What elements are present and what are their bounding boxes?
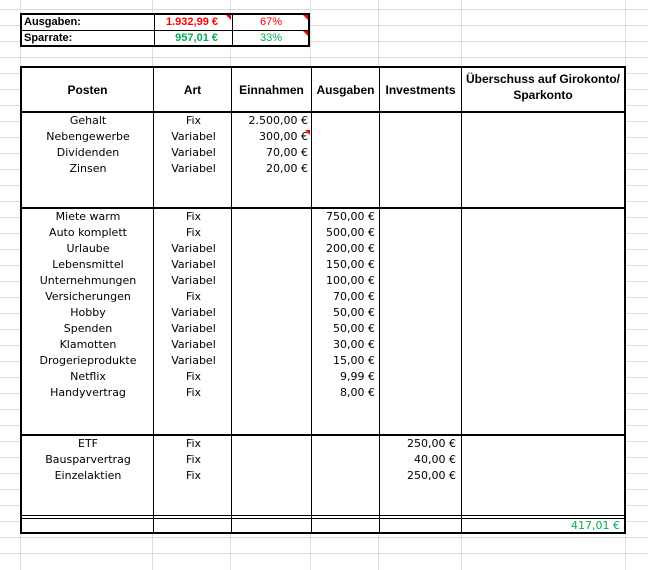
row-posten[interactable]: Klamotten	[59, 338, 117, 351]
comment-indicator-icon[interactable]	[226, 15, 231, 20]
sparrate-amount: 957,01 €	[175, 32, 218, 44]
row-art[interactable]: Fix	[185, 210, 202, 223]
row-betrag[interactable]: 15,00 €	[333, 354, 375, 367]
row-art[interactable]: Variabel	[171, 354, 216, 367]
row-betrag[interactable]: 750,00 €	[326, 210, 375, 223]
row-posten[interactable]: Urlaube	[66, 242, 110, 255]
header-ausgaben[interactable]: Ausgaben	[316, 83, 375, 97]
row-art[interactable]: Fix	[185, 370, 202, 383]
row-posten[interactable]: Drogerieprodukte	[39, 354, 137, 367]
row-art[interactable]: Fix	[185, 437, 202, 450]
row-posten[interactable]: Versicherungen	[45, 290, 131, 303]
comment-indicator-icon[interactable]	[305, 130, 310, 135]
summary-row-ausgaben[interactable]	[22, 15, 308, 31]
column-divider	[379, 68, 380, 532]
header-investments[interactable]: Investments	[385, 83, 456, 97]
row-betrag[interactable]: 500,00 €	[326, 226, 375, 239]
row-art[interactable]: Variabel	[171, 242, 216, 255]
row-posten[interactable]: Zinsen	[69, 162, 107, 175]
summary-divider	[232, 15, 233, 45]
row-betrag[interactable]: 2.500,00 €	[248, 114, 308, 127]
row-betrag[interactable]: 250,00 €	[407, 437, 456, 450]
comment-indicator-icon[interactable]	[303, 31, 308, 36]
row-betrag[interactable]: 50,00 €	[333, 306, 375, 319]
row-art[interactable]: Variabel	[171, 306, 216, 319]
header-ueberschuss[interactable]: Überschuss auf Girokonto/ Sparkonto	[465, 72, 621, 102]
row-betrag[interactable]: 50,00 €	[333, 322, 375, 335]
row-posten[interactable]: ETF	[78, 437, 98, 450]
total-divider	[22, 515, 624, 516]
ausgaben-label: Ausgaben:	[24, 16, 81, 28]
sparrate-percent: 33%	[259, 32, 283, 44]
row-betrag[interactable]: 40,00 €	[414, 453, 456, 466]
budget-table	[20, 66, 626, 534]
row-art[interactable]: Fix	[185, 386, 202, 399]
row-art[interactable]: Fix	[185, 453, 202, 466]
header-einnahmen[interactable]: Einnahmen	[239, 83, 304, 97]
row-posten[interactable]: Unternehmungen	[39, 274, 137, 287]
header-posten[interactable]: Posten	[67, 83, 108, 97]
row-betrag[interactable]: 20,00 €	[266, 162, 308, 175]
row-posten[interactable]: Spenden	[63, 322, 113, 335]
row-posten[interactable]: Gehalt	[69, 114, 107, 127]
row-betrag[interactable]: 70,00 €	[266, 146, 308, 159]
row-art[interactable]: Variabel	[171, 258, 216, 271]
row-betrag[interactable]: 8,00 €	[340, 386, 375, 399]
ausgaben-percent: 67%	[259, 16, 283, 28]
row-betrag[interactable]: 100,00 €	[326, 274, 375, 287]
column-divider	[311, 68, 312, 532]
row-posten[interactable]: Einzelaktien	[54, 469, 122, 482]
row-posten[interactable]: Netflix	[70, 370, 106, 383]
ausgaben-amount: 1.932,99 €	[166, 16, 218, 28]
summary-box	[20, 13, 310, 47]
row-art[interactable]: Fix	[185, 226, 202, 239]
row-art[interactable]: Variabel	[171, 130, 216, 143]
row-posten[interactable]: Hobby	[70, 306, 106, 319]
row-art[interactable]: Variabel	[171, 338, 216, 351]
row-betrag[interactable]: 300,00 €	[259, 130, 308, 143]
row-posten[interactable]: Lebensmittel	[52, 258, 124, 271]
row-betrag[interactable]: 70,00 €	[333, 290, 375, 303]
row-art[interactable]: Fix	[185, 290, 202, 303]
row-art[interactable]: Variabel	[171, 146, 216, 159]
header-art[interactable]: Art	[183, 83, 202, 97]
comment-indicator-icon[interactable]	[303, 15, 308, 20]
row-betrag[interactable]: 150,00 €	[326, 258, 375, 271]
column-divider	[461, 68, 462, 532]
row-art[interactable]: Variabel	[171, 322, 216, 335]
row-posten[interactable]: Bausparvertrag	[45, 453, 131, 466]
total-ueberschuss[interactable]: 417,01 €	[571, 519, 620, 532]
row-betrag[interactable]: 9,99 €	[340, 370, 375, 383]
row-posten[interactable]: Handyvertrag	[50, 386, 126, 399]
row-posten[interactable]: Nebengewerbe	[46, 130, 130, 143]
row-art[interactable]: Variabel	[171, 274, 216, 287]
summary-divider	[154, 15, 155, 45]
row-posten[interactable]: Auto komplett	[49, 226, 127, 239]
row-posten[interactable]: Dividenden	[56, 146, 120, 159]
row-posten[interactable]: Miete warm	[55, 210, 121, 223]
row-art[interactable]: Fix	[185, 114, 202, 127]
summary-row-sparrate[interactable]	[22, 31, 308, 46]
row-betrag[interactable]: 30,00 €	[333, 338, 375, 351]
row-art[interactable]: Variabel	[171, 162, 216, 175]
row-art[interactable]: Fix	[185, 469, 202, 482]
row-betrag[interactable]: 200,00 €	[326, 242, 375, 255]
row-betrag[interactable]: 250,00 €	[407, 469, 456, 482]
sparrate-label: Sparrate:	[24, 32, 73, 44]
